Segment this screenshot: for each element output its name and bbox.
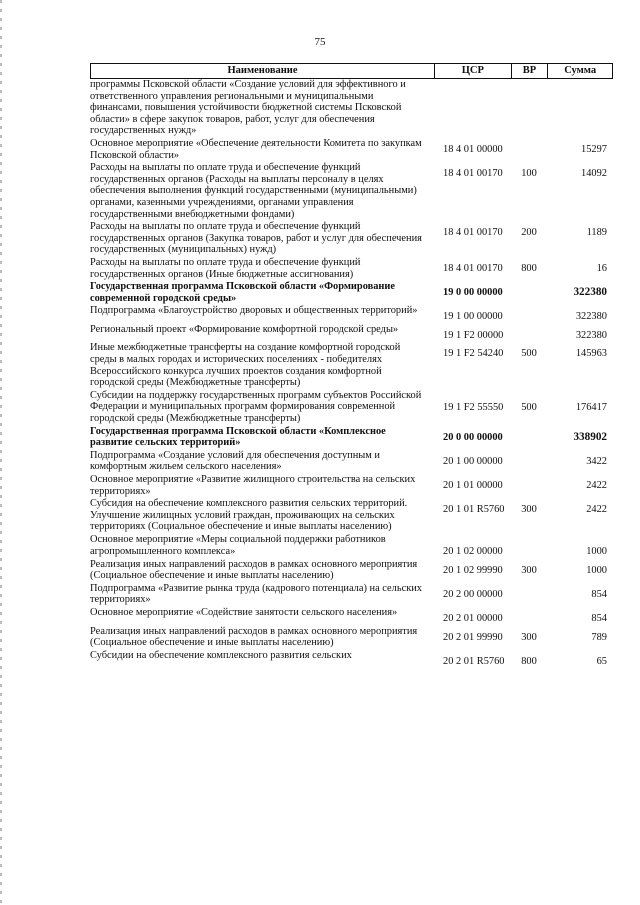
row-sum: 322380 (575, 311, 607, 323)
row-name: Подпрограмма «Развитие рынка труда (кадрового потенциала) на сельских территориях» (90, 582, 423, 606)
table-row (90, 390, 613, 425)
row-sum: 14092 (581, 168, 607, 180)
row-vr: 300 (521, 504, 537, 516)
row-csr: 19 1 F2 00000 (443, 329, 504, 341)
row-sum: 322380 (575, 329, 607, 341)
row-csr: 18 4 01 00000 (443, 143, 503, 155)
row-vr (511, 534, 547, 558)
row-csr: 19 1 F2 54240 (443, 348, 504, 360)
row-name: Региональный проект «Формирование комфортной городской среды» (90, 323, 399, 335)
row-name: Реализация иных направлений расходов в рамках основного мероприятия (Социальное обеспечение и иные выплаты населению) (90, 558, 418, 582)
row-csr: 18 4 01 00170 (443, 227, 503, 239)
table-row (90, 450, 613, 473)
row-name: Подпрограмма «Создание условий для обеспечения доступным и комфортным жильем сельского населения» (90, 449, 380, 473)
row-name: Расходы на выплаты по оплате труда и обеспечение функций государственных органов (Иные бюджетные ассигнования) (90, 256, 361, 280)
header-sum: Сумма (564, 65, 597, 76)
row-name: программы Псковской области «Создание условий для эффективного и ответственного управления региональными и муниципальными финансами, повышения устойчивости бюджетной системы Псковской области» в сфере закупок товаров, работ, услуг для обеспечения государственных нужд» (90, 79, 406, 137)
row-csr: 20 1 02 99990 (443, 564, 503, 576)
row-name: Расходы на выплаты по оплате труда и обеспечение функций государственных органов (Закупка товаров, работ и услуг для обеспечения государственных (муниципальных) нужд) (90, 221, 422, 256)
header-vr: ВР (512, 64, 549, 78)
row-sum: 145963 (575, 348, 607, 360)
table-row (90, 138, 613, 161)
row-csr: 20 0 00 00000 (443, 431, 503, 443)
row-csr: 20 2 01 R5760 (443, 655, 505, 667)
row-sum: 2422 (586, 504, 607, 516)
row-csr: 20 1 01 00000 (443, 480, 503, 491)
row-csr: 20 2 01 99990 (443, 631, 503, 643)
row-vr (511, 281, 547, 304)
row-csr: 20 2 00 00000 (443, 588, 503, 600)
row-sum: 15297 (581, 143, 607, 155)
row-name: Основное мероприятие «Содействие занятости сельского населения» (90, 606, 398, 618)
row-vr (511, 474, 547, 497)
row-vr: 500 (521, 401, 537, 413)
table-row (90, 474, 613, 497)
row-name: Иные межбюджетные трансферты на создание комфортной городской среды в малых городах и исторических поселениях - победителях Всероссийского конкурса лучших проектов создания комфортной городской среды (Межбюджетные трансферты) (90, 342, 401, 389)
row-vr (511, 426, 547, 449)
row-name: Субсидии на поддержку государственных программ субъектов Российской Федерации и муниципальных программ формирования современной городской среды (Межбюджетные трансферты) (90, 389, 422, 425)
row-csr: 20 2 01 00000 (443, 612, 503, 624)
row-vr: 300 (521, 564, 537, 576)
row-sum: 1000 (586, 545, 607, 557)
row-vr (511, 138, 547, 161)
row-sum: 1189 (586, 227, 607, 239)
row-csr: 19 0 00 00000 (443, 287, 503, 299)
row-csr: 19 1 00 00000 (443, 311, 503, 323)
row-vr (511, 607, 547, 625)
row-name: Субсидия на обеспечение комплексного развития сельских территорий. Улучшение жилищных условий граждан, проживающих на сельских территориях (Социальное обеспечение и иные выплаты населению) (90, 498, 408, 533)
table-row (90, 342, 613, 388)
budget-table (90, 63, 613, 668)
header-name: Наименование (91, 64, 435, 78)
row-name: Подпрограмма «Благоустройство дворовых и общественных территорий» (90, 305, 418, 317)
row-csr (435, 79, 511, 137)
table-row (90, 607, 613, 625)
row-vr (511, 324, 547, 342)
row-name: Реализация иных направлений расходов в рамках основного мероприятия (Социальное обеспечение и иные выплаты населению) (90, 625, 418, 649)
scan-edge (0, 0, 2, 905)
row-csr: 20 1 01 R5760 (443, 504, 505, 516)
page-number: 75 (314, 36, 326, 48)
table-row (90, 79, 613, 137)
row-name: Государственная программа Псковской области «Формирование современной городской среды» (90, 281, 396, 304)
row-sum: 789 (591, 631, 607, 643)
table-row (90, 626, 613, 649)
row-sum (547, 79, 611, 137)
row-sum: 65 (596, 655, 607, 667)
row-name: Основное мероприятие «Меры социальной поддержки работников агропромышленного комплекса» (90, 533, 386, 557)
row-name: Основное мероприятие «Обеспечение деятельности Комитета по закупкам Псковской области» (90, 137, 422, 161)
row-vr: 100 (521, 168, 537, 180)
row-sum: 176417 (575, 401, 607, 413)
row-vr: 300 (521, 631, 537, 643)
row-csr: 18 4 01 00170 (443, 168, 503, 180)
row-sum: 854 (591, 612, 607, 624)
table-row (90, 498, 613, 533)
row-vr (511, 583, 547, 606)
row-sum: 2422 (586, 480, 607, 491)
row-sum: 16 (596, 262, 607, 274)
row-sum: 1000 (586, 564, 607, 576)
table-row (90, 324, 613, 342)
row-csr: 20 1 00 00000 (443, 455, 503, 467)
table-row (90, 559, 613, 582)
row-sum: 322380 (573, 286, 607, 299)
row-csr: 19 1 F2 55550 (443, 401, 504, 413)
table-row (90, 162, 613, 220)
table-row (90, 305, 613, 323)
row-csr: 18 4 01 00170 (443, 262, 503, 274)
row-vr: 800 (521, 262, 537, 274)
row-sum: 3422 (586, 455, 607, 467)
row-vr (511, 79, 547, 137)
row-name: Государственная программа Псковской области «Комплексное развитие сельских территорий» (90, 425, 386, 449)
row-sum: 854 (591, 588, 607, 600)
table-row-program (90, 281, 613, 304)
table-row (90, 257, 613, 280)
row-vr: 800 (521, 655, 537, 667)
row-name: Основное мероприятие «Развитие жилищного строительства на сельских территориях» (90, 474, 416, 497)
table-row (90, 583, 613, 606)
row-vr: 200 (521, 227, 537, 239)
row-vr (511, 305, 547, 323)
row-name: Субсидии на обеспечение комплексного развития сельских (90, 649, 352, 661)
row-vr (511, 450, 547, 473)
table-header (90, 63, 613, 79)
row-sum: 338902 (573, 430, 607, 443)
row-vr: 500 (521, 348, 537, 360)
table-row-program (90, 426, 613, 449)
row-csr: 20 1 02 00000 (443, 545, 503, 557)
table-row (90, 221, 613, 256)
row-name: Расходы на выплаты по оплате труда и обеспечение функций государственных органов (Расходы на выплаты персоналу в целях обеспечения выполнения функций государственными (муниципальными) органами, казенными учреждениями, органами управления государственными внебюджетными фондами) (90, 162, 417, 220)
table-row (90, 650, 613, 668)
table-row (90, 534, 613, 558)
header-csr: ЦСР (435, 64, 512, 78)
